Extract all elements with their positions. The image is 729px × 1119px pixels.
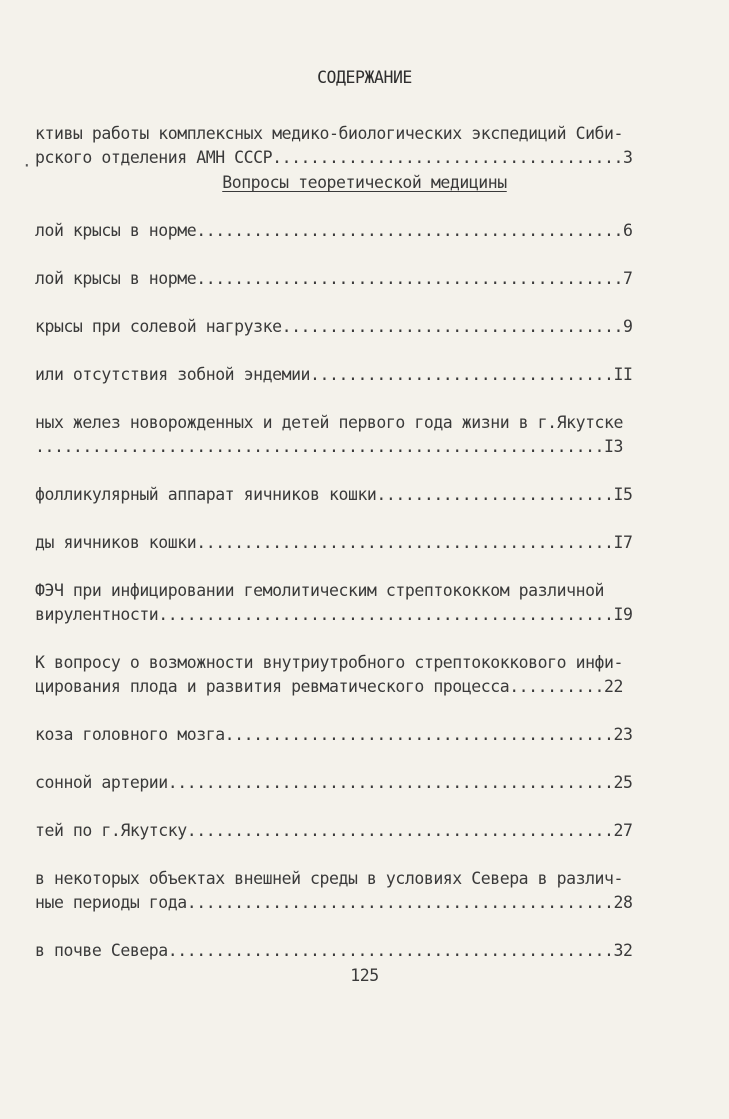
toc-line	[35, 627, 655, 651]
toc-line: ды яичников кошки............................................I7	[35, 533, 633, 552]
toc-line	[35, 507, 655, 531]
toc-line: лой крысы в норме.............................................7	[35, 269, 633, 288]
margin-mark: ·	[22, 156, 32, 175]
toc-line	[35, 699, 655, 723]
toc-line: тей по г.Якутску.............................................27	[35, 821, 633, 840]
toc-line	[35, 555, 655, 579]
toc-line: сонной артерии...............................................25	[35, 773, 633, 792]
toc-line: или отсутствия зобной эндемии................................II	[35, 365, 633, 384]
toc-line	[35, 339, 655, 363]
toc-line	[35, 915, 655, 939]
toc-line: крысы при солевой нагрузке....................................9	[35, 317, 633, 336]
toc-line: ............................................................I3	[35, 437, 623, 456]
toc-line: ктивы работы комплексных медико-биологических экспедиций Сиби-	[35, 124, 623, 143]
toc-line: К вопросу о возможности внутриутробного стрептококкового инфи-	[35, 653, 623, 672]
toc-line: рского отделения АМН СССР.....................................3	[35, 148, 633, 167]
toc-line: ных желез новорожденных и детей первого года жизни в г.Якутске	[35, 413, 623, 432]
toc-line	[35, 843, 655, 867]
toc-line: коза головного мозга.........................................23	[35, 725, 633, 744]
toc-line	[35, 795, 655, 819]
toc-line	[35, 243, 655, 267]
page-number: 125	[350, 966, 379, 985]
toc-line	[35, 747, 655, 771]
toc-line	[35, 195, 655, 219]
toc-line: ные периоды года.............................................28	[35, 893, 633, 912]
toc-line	[35, 291, 655, 315]
toc-line	[35, 387, 655, 411]
toc-line: ФЭЧ при инфицировании гемолитическим стрептококком различной	[35, 581, 605, 600]
page-title: СОДЕРЖАНИЕ	[317, 68, 412, 87]
toc-line: в почве Севера...............................................32	[35, 941, 633, 960]
toc-line: вирулентности................................................I9	[35, 605, 633, 624]
toc-line	[35, 459, 655, 483]
toc-line: фолликулярный аппарат яичников кошки.........................I5	[35, 485, 633, 504]
section-subheading: Вопросы теоретической медицины	[222, 173, 507, 192]
toc-line: цирования плода и развития ревматического процесса..........22	[35, 677, 623, 696]
toc-line: в некоторых объектах внешней среды в условиях Севера в различ-	[35, 869, 623, 888]
toc-line	[35, 97, 655, 121]
toc-line: лой крысы в норме.............................................6	[35, 221, 633, 240]
